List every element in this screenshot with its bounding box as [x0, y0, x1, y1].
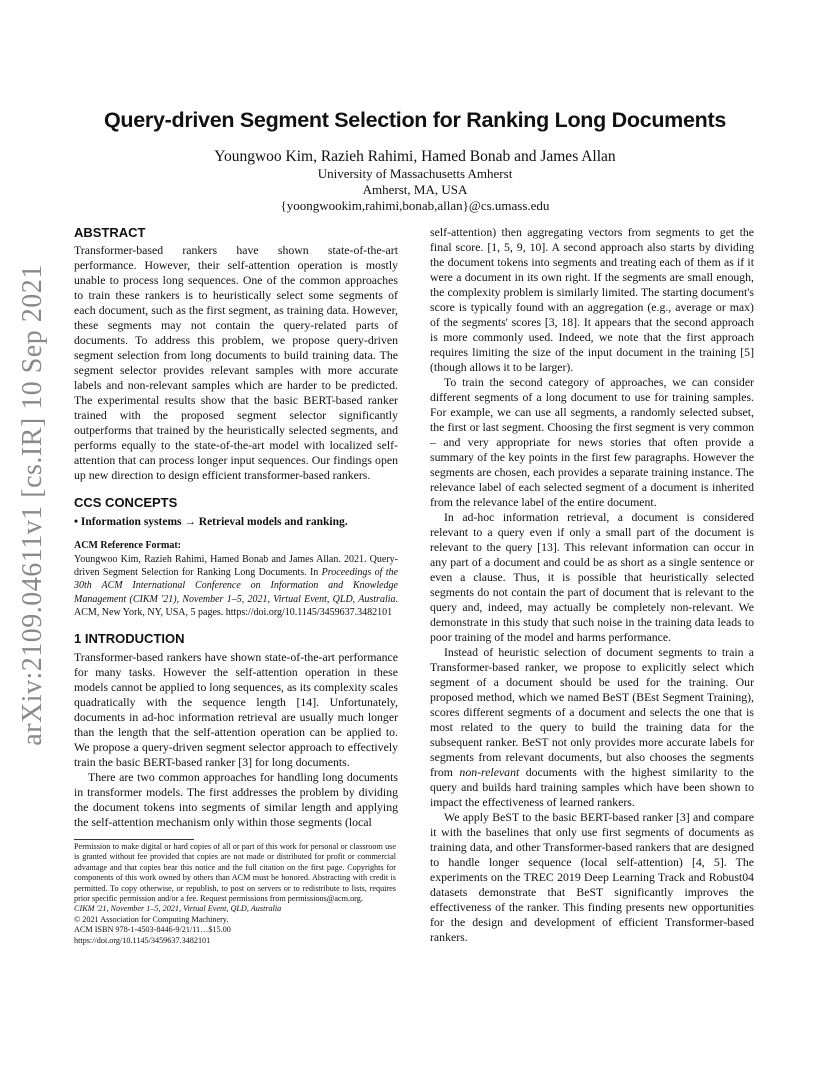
permission-footnote [74, 842, 396, 946]
affiliation: University of Massachusetts Amherst [317, 166, 513, 181]
arxiv-watermark [10, 264, 56, 746]
left-column [74, 225, 398, 830]
footnote-copyright: © 2021 Association for Computing Machinery. [74, 914, 229, 924]
acm-ref-venue: Proceedings of the 30th ACM International Conference on Information and Knowledge Management (CIKM '21), November 1–5, 2021, Virtual Event, QLD, Australia. [74, 567, 398, 605]
author-list: Youngwoo Kim, Razieh Rahimi, Hamed Bonab and James Allan [214, 148, 616, 165]
footnote-rule [74, 839, 194, 840]
footnote-isbn: ACM ISBN 978-1-4503-8446-9/21/11…$15.00 [74, 925, 231, 935]
acm-ref-text-1: Youngwoo Kim, Razieh Rahimi, Hamed Bonab and James Allan. 2021. Query-driven Segment Selection for Ranking Long Documents. In [74, 554, 398, 579]
right-paragraph-1: self-attention) then aggregating vectors from segments to get the final score. [1, 5, 9, 10]. A second approach also starts by dividing the document tokens into segments and treating each of them as if it were a document in its own right. If the segments are small enough, the complexity problem is similarly limited. The starting document's score is typically found with an aggregation (e.g., average or max) of the segments' scores [3, 18]. It appears that the second approach is more commonly used. Indeed, we note that the first approach requires limiting the size of the input document in the training [5] (though allows it to be larger). [430, 225, 754, 374]
p4-text-a: Instead of heuristic selection of document segments to train a Transformer-based ranker, we propose to explicitly select which segment of a document should be used for the training. Our proposed method, which we named BeST (BEst Segment Training), scores different segments of a document and selects the one that is most related to the query to build the training data for the subsequent ranker. BeST not only provides more accurate labels for segments from relevant documents, but also chooses the segments from [430, 645, 754, 779]
right-paragraph-3: In ad-hoc information retrieval, a document is considered relevant to a query even if only a small part of the document is relevant to the query [13]. This relevant information can occur in any part of a document and could be as short as a single sentence or even a clause. Thus, it is possible that heuristically selected segments do not contain the part of document that is relevant to the query and, indeed, may actually be completely non-relevant. We demonstrate in this study that such noise in the training data leads to poor training of the model and harms performance. [430, 510, 754, 644]
acm-ref-text-2: ACM, New York, NY, USA, 5 pages. https://doi.org/10.1145/3459637.3482101 [74, 606, 393, 618]
ccs-heading: CCS CONCEPTS [74, 495, 178, 510]
right-paragraph-4 [430, 645, 754, 810]
ccs-concepts: • Information systems → Retrieval models and ranking. [74, 516, 348, 528]
footnote-venue: CIKM '21, November 1–5, 2021, Virtual Event, QLD, Australia [74, 904, 282, 914]
intro-paragraph-2: There are two common approaches for handling long documents in transformer models. The first addresses the problem by dividing the document tokens into segments of similar length and applying the self-attention mechanism only within those segments (local [74, 770, 398, 830]
p4-text-b: documents with the highest similarity to the query and builds hard training samples which have been shown to impact the effectiveness of learned rankers. [430, 765, 754, 809]
p4-emphasis: non-relevant [459, 765, 520, 779]
right-column [430, 225, 754, 945]
author-email: {yoongwookim,rahimi,bonab,allan}@cs.umass.edu [280, 198, 550, 213]
location: Amherst, MA, USA [362, 182, 468, 197]
right-paragraph-2: To train the second category of approaches, we can consider different segments of a long document to use for training samples. For example, we can use all segments, a randomly selected subset, the first or last segment. Choosing the first segment is very common – and very appropriate for news stories that often provide a summary of the key points in the first few paragraphs. However the segments are chosen, each provides a separate training instance. The relevance label of each selected segment of a document is inherited from the relevance label of the entire document. [430, 375, 754, 509]
footnote-doi: https://doi.org/10.1145/3459637.3482101 [74, 935, 211, 945]
paper-title: Query-driven Segment Selection for Ranking Long Documents [103, 108, 727, 132]
acm-ref-heading: ACM Reference Format: [74, 540, 181, 551]
acm-reference [74, 553, 398, 619]
abstract-heading: ABSTRACT [74, 225, 146, 240]
intro-paragraph-1: Transformer-based rankers have shown state-of-the-art performance for many tasks. However the self-attention operation in these models cannot be applied to long sequences, as its complexity scales quadratically with the sequence length [14]. Unfortunately, documents in ad-hoc information retrieval are usually much longer than the length that the self-attention operation can be applied to. We propose a query-driven segment selector approach to effectively train the basic BERT-based ranker [3] for long documents. [74, 650, 399, 770]
permission-text: Permission to make digital or hard copies of all or part of this work for personal or classroom use is granted without fee provided that copies are not made or distributed for profit or commercial advantage and that copies bear this notice and the full citation on the first page. Copyrights for components of this work owned by others than ACM must be honored. Abstracting with credit is permitted. To copy otherwise, or republish, to post on servers or to redistribute to lists, requires prior specific permission and/or a fee. Request permissions from permissions@acm.org. [74, 842, 396, 904]
abstract-text: Transformer-based rankers have shown state-of-the-art performance. However, their self-attention operation is mostly unable to process long sequences. One of the common approaches to train these rankers is to heuristically select some segments of each document, such as the first segment, as training data. However, these segments may not contain the query-related parts of documents. To address this problem, we propose query-driven segment selection from long documents to build training data. The segment selector provides relevant samples with more accurate labels and non-relevant samples which are harder to be predicted. The experimental results show that the basic BERT-based ranker trained with the proposed segment selector significantly outperforms that trained by the heuristically selected segments, and performs equally to the state-of-the-art model with localized self-attention that can process longer input sequences. Our findings open up new direction to design efficient transformer-based rankers. [74, 243, 398, 482]
intro-heading: 1 INTRODUCTION [74, 631, 185, 647]
right-paragraph-5: We apply BeST to the basic BERT-based ranker [3] and compare it with the baselines that only use first segments of documents as training data, and other Transformer-based rankers that are designed to handle longer sequence (local self-attention) [4, 5]. The experiments on the TREC 2019 Deep Learning Track and Robust04 datasets demonstrate that BeST significantly improves the effectiveness of the ranker. This finding presents new opportunities for the design and development of efficient Transformer-based rankers. [430, 810, 754, 944]
arxiv-id: arXiv:2109.04611v1 [cs.IR] 10 Sep 2021 [17, 264, 48, 746]
